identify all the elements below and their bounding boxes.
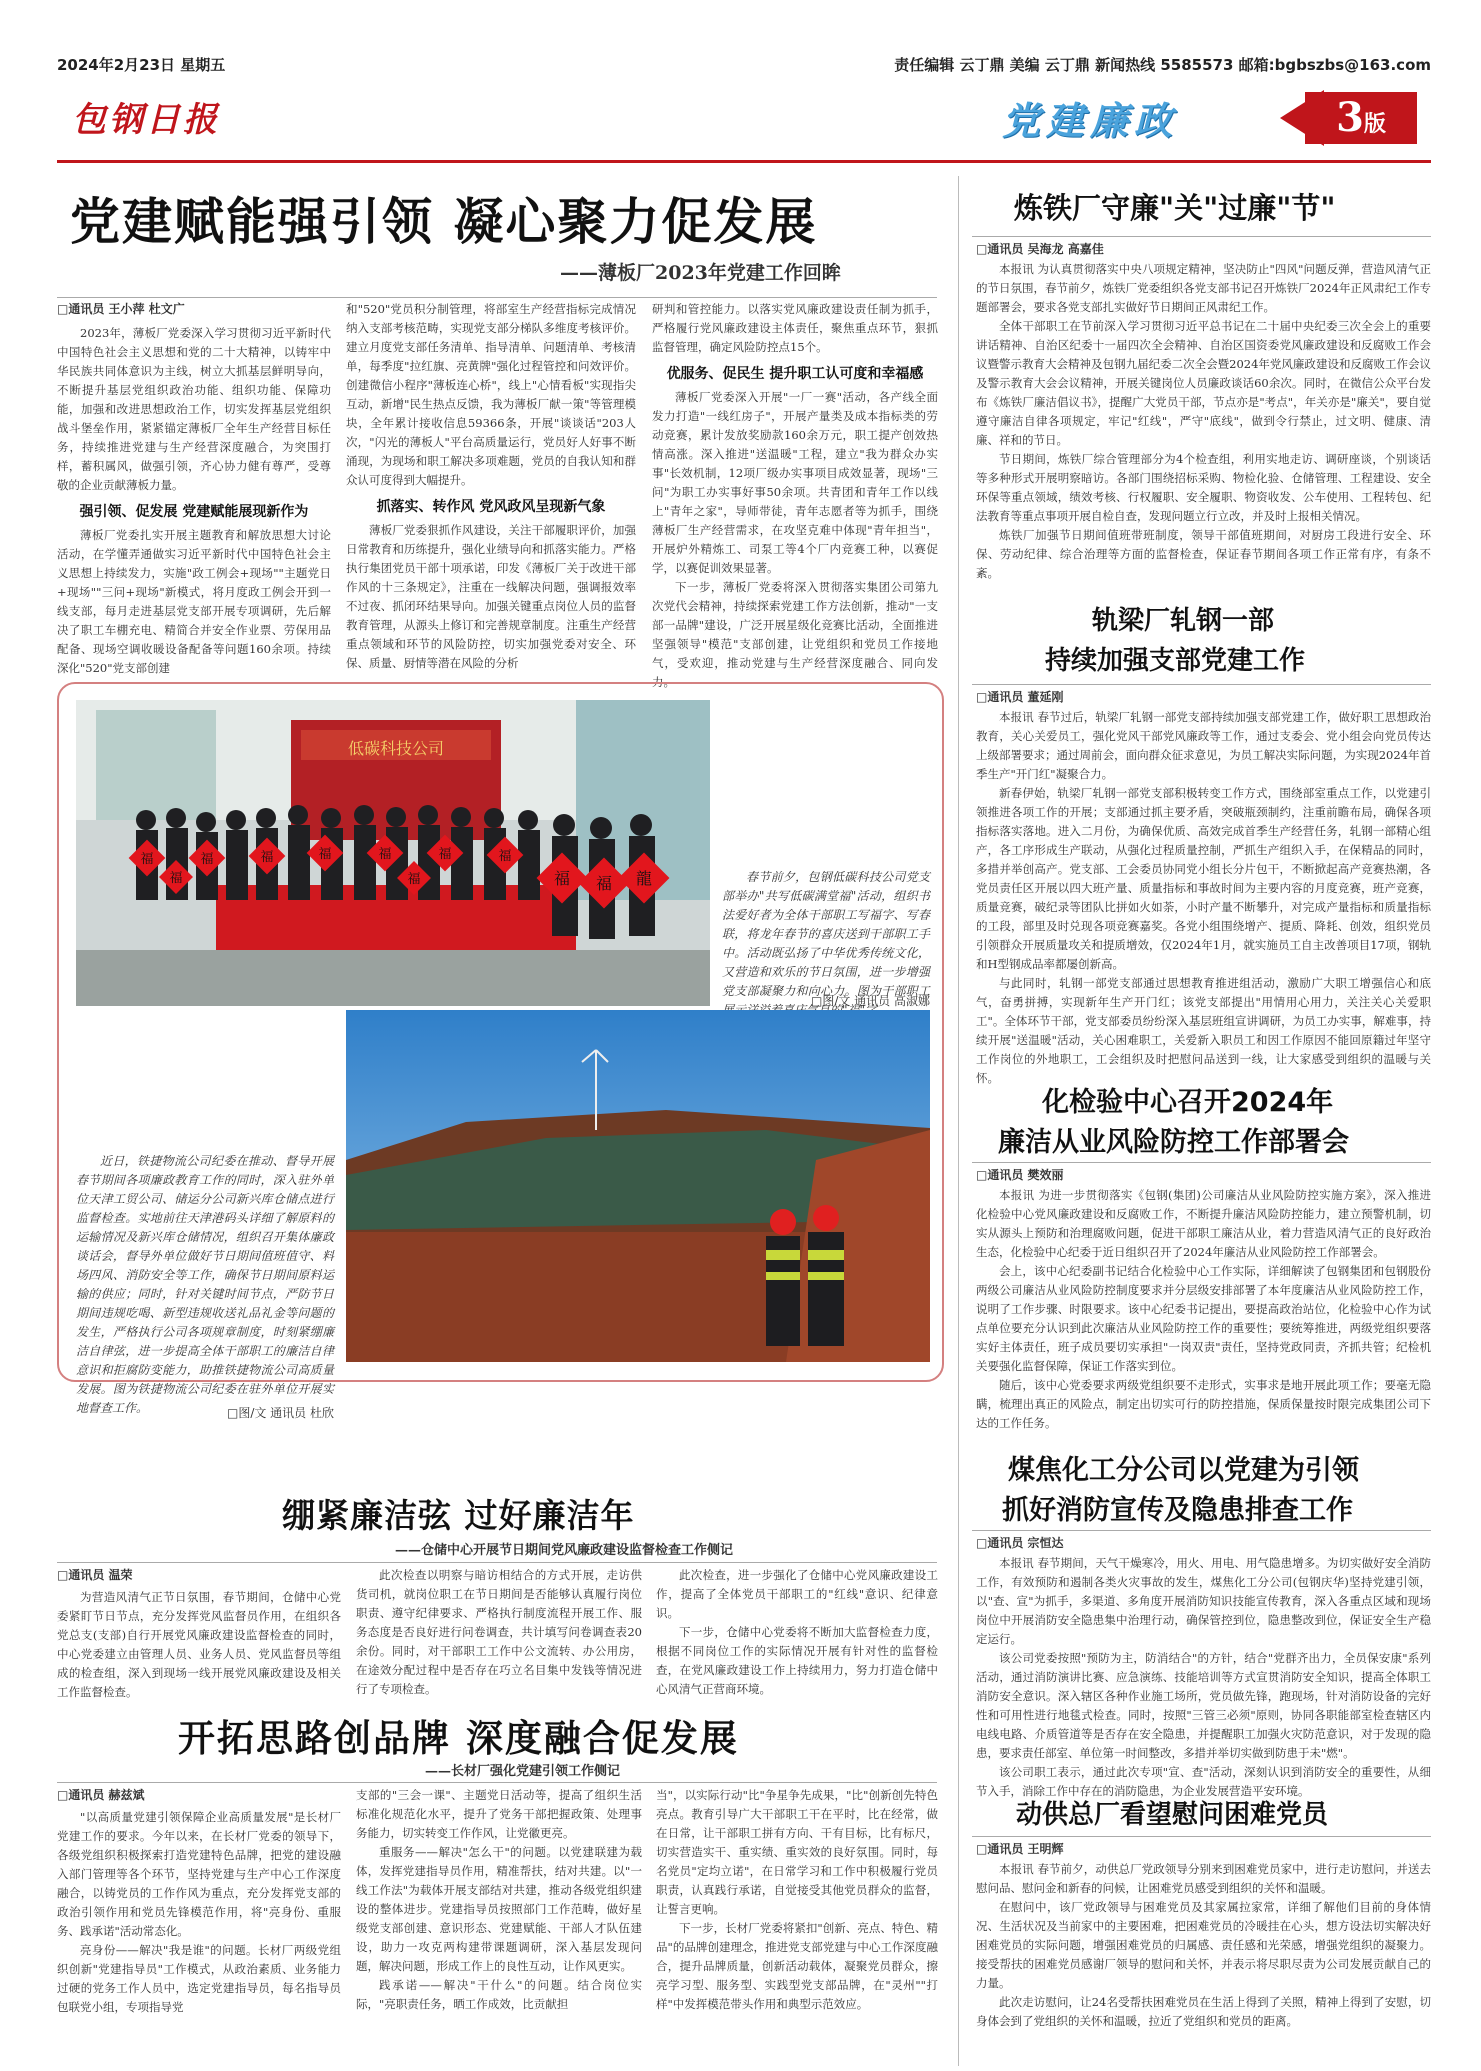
lead-subhead-1: 强引领、促发展 党建赋能展现新作为 [79,504,309,520]
fu-6: 福 [438,847,452,862]
fu-1: 福 [140,852,154,867]
guiliang-title-1: 轨梁厂轧钢一部 [1092,606,1275,636]
liantie-title: 炼铁厂守廉"关"过廉"节" [1014,191,1336,225]
banner-text: 低碳科技公司 [347,739,445,758]
paragraph: 薄板厂党委深入开展"一厂一赛"活动，各产线全面发力打造"一线红房子"，开展产量类及成本指标类的劳动竞赛，累计发放奖励款160余万元，职工提产创效热情高涨。深入推进"送温暖"工程，建立"我为群众办实事"长效机制，12项厂级办实事项目成效显著，现场"三问"为职工办实事好事50余项。共青团和青年工作以线上"青年之家"，导师带徒，青年志愿者等为抓手，围绕薄板厂生产经营需求，在攻坚克难中体现"青年担当"，开展炉外精炼工、司泵工等4个厂内竞赛工种，以赛促学，以赛促训效果显著。 [652,390,938,575]
guiliang-rule [972,684,1431,685]
paragraph: 当"，以实际行动"比"争星争先成果，"比"创新创先特色亮点。教育引导广大干部职工干在平时，比在经常，做在日常，让干部职工拼有方向、干有目标，比有标尺，切实营造实干、重实绩、重实效的良好氛围。同时，每名党员"定均立诺"，在日常学习和工作中积极履行党员职责，认真践行承诺，自觉接受其他党员群众的监督，让誓言更响。 [656,1788,938,1916]
huajian-title-2: 廉洁从业风险防控工作部署会 [998,1127,1349,1158]
paragraph: 全体干部职工在节前深入学习贯彻习近平总书记在二十届中央纪委三次全会上的重要讲话精神、自治区纪委十一届四次全会精神、自治区国资委党风廉政建设和反腐败工作会议暨警示教育大会精神及包钢九届纪委二次全会暨2024年党风廉政建设和反腐败工作会议及警示教育大会会议精神，开展关键岗位人员廉政谈话60余次。同时，在微信公众平台发布《炼铁厂廉洁倡议书》，提醒广大党员干部，节点亦是"考点"，年关亦是"廉关"，要自觉遵守廉洁自律各项规定，牢记"红线"，严守"底线"，做到令行禁止，过文明、健康、清廉、祥和的节日。 [976,319,1431,447]
page-number: 3 [1336,94,1364,141]
kaituo-rule [57,1782,937,1783]
kaituo-subtitle: ——长材厂强化党建引领工作侧记 [425,1764,621,1779]
huajian-rule [972,1162,1431,1163]
donggong-byline: □通讯员 王明辉 [976,1842,1064,1856]
paragraph: 本报讯 春节期间，天气干燥寒冷，用火、用电、用气隐患增多。为切实做好安全消防工作，有效预防和遏制各类火灾事故的发生，煤焦化工分公司(包钢庆华)坚持党建引领，以"查、宣"为抓手，多渠道、多角度开展消防知识技能宣传教育，深入各重点区域和现场岗位中开展消防安全隐患集中治理行动，确保管控到位，隐患整改到位，保证安全生产稳定运行。 [976,1556,1431,1646]
paragraph: 该公司党委按照"预防为主，防消结合"的方针，结合"党群齐出力，全员保安康"系列活动，通过消防演讲比赛、应急演练、技能培训等方式宣贯消防安全知识，提高全体职工消防安全意识。深入辖区各种作业施工场所，党员做先锋，跑现场，针对消防设备的完好性和可用性进行地毯式检查。同时，按照"三管三必须"原则，协同各职能部室检查辖区内电线电路、介质管道等是否存在安全隐患，并提醒职工加强火灾防范意识，对于发现的隐患，要求责任部室、单位第一时间整改，多措并举切实做到防患于未"燃"。 [976,1651,1431,1760]
paragraph: "以高质量党建引领保障企业高质量发展"是长材厂党建工作的要求。今年以来，在长材厂党委的领导下，各级党组织积极探索打造党建特色品牌，把党的建设融入部门管理等各个环节，坚持党建与生产中心工作深度融合，以铸党员的工作作风为重点，充分发挥党支部的政治引领作用和党员先锋模范作用，将"亮身份、重服务、践承诺"活动常态化。 [57,1810,341,1938]
photo-port [346,1010,930,1362]
paragraph: 在慰问中，该厂党政领导与困难党员及其家属拉家常，详细了解他们目前的身体情况、生活状况及当前家中的主要困难，把困难党员的冷暖挂在心头，想方设法切实解决好困难党员的实际问题，增强困难党员的归属感、责任感和光荣感，增强党组织的凝聚力。接受帮扶的困难党员感谢厂领导的慰问和关怀，并表示将尽职尽责为公司发展贡献自己的力量。 [976,1900,1431,1990]
paragraph: 薄板厂党委扎实开展主题教育和解放思想大讨论活动，在学懂弄通做实习近平新时代中国特色社会主义思想上持续发力，实施"政工例会+现场""主题党日+现场""三问+现场"新模式，将月度政工例会开到一线支部，每月走进基层党支部开展专项调研，先后解决了职工车棚充电、精简合并安全作业票、劳保用品配备、现场空调收暖设备配备等问题160余项。持续深化"520"党支部创建 [57,528,331,675]
paragraph: 此次走访慰问，让24名受帮扶困难党员在生活上得到了关照，精神上得到了安慰，切身体会到了党组织的关怀和温暖，拉近了党组织和党员的距离。 [976,1995,1431,2028]
paragraph: 会上，该中心纪委副书记结合化检验中心工作实际，详细解读了包钢集团和包钢股份两级公司廉洁从业风险防控制度要求并分层级安排部署了本年度廉洁从业风险防控工作，说明了工作步骤、时限要求。该中心纪委书记提出，要提高政治站位，化检验中心作为试点单位要充分认识到此次廉洁从业风险防控工作的重要性；要统筹推进，两级党组织要落实好主体责任，班子成员要切实承担"一岗双责"责任，坚持党政同责，齐抓共管；纪检机关要强化监督保障，保证工作落实到位。 [976,1264,1431,1373]
meijiao-title-2: 抓好消防宣传及隐患排查工作 [1002,1495,1353,1526]
fu-12: 龍 [635,869,653,888]
meijiao-body [976,1554,1431,1798]
lead-column-2 [346,300,636,670]
lianjie-col-1 [57,1588,341,1698]
kaituo-col-2 [356,1786,642,2066]
meijiao-title-1: 煤焦化工分公司以党建为引领 [1008,1455,1359,1486]
photo1-caption [722,868,930,998]
column-divider [958,176,959,2066]
paragraph: 本报讯 为进一步贯彻落实《包钢(集团)公司廉洁从业风险防控实施方案》，深入推进化检验中心党风廉政建设和反腐败工作，不断提升廉洁风险防控能力，建立预警机制，切实从源头上预防和治理腐败问题，促进干部职工廉洁从业，着力营造风清气正的良好政治生态，化检验中心纪委于近日组织召开了2024年廉洁从业风险防控工作部署会。 [976,1188,1431,1259]
donggong-title: 动供总厂看望慰问困难党员 [1016,1800,1329,1830]
guiliang-title-2: 持续加强支部党建工作 [1045,646,1306,676]
page-number-flag [1305,92,1417,144]
huajian-title-1: 化检验中心召开2024年 [1042,1087,1334,1118]
photo2-caption-text: 近日，铁捷物流公司纪委在推动、督导开展春节期间各项廉政教育工作的同时，深入驻外单位天津工贸公司、储运分公司新兴库仓储点进行监督检查。实地前往天津港码头详细了解原料的运输情况及新兴库仓储情况，组织召开集体廉政谈话会，督导外单位做好节日期间值班值守、料场四风、消防安全等工作，确保节日期间原料运输的供应；同时，针对关键时间节点，严防节日期间违规吃喝、新型违规收送礼品礼金等问题的发生，严格执行公司各项规章制度，时刻紧绷廉洁自律弦，进一步提高全体干部职工的廉洁自律意识和拒腐防变能力，助推铁捷物流公司高质量发展。图为铁捷物流公司纪委在驻外单位开展实地督查工作。 [76,1154,334,1415]
newspaper-logo: 包钢日报 [72,100,220,140]
lead-subtitle: ——薄板厂2023年党建工作回眸 [560,262,841,284]
paragraph: 支部的"三会一课"、主题党日活动等，提高了组织生活标准化规范化水平，提升了党务干部把握政策、处理事务能力，切实转变工作作风，让党徽更亮。 [356,1788,642,1840]
liantie-rule [972,236,1431,237]
lead-column-1 [57,324,331,675]
paragraph: 重服务——解决"怎么干"的问题。以党建联建为载体，发挥党建指导员作用，精准帮扶，结对共建。以"一线工作法"为载体开展支部结对共建，推动各级党组织建设的整体进步。党建指导员按照部门工作范畴，做好星级党支部创建、意识形态、党建赋能、干部人才队伍建设，助力一攻克两构建带课题调研，深入基层发现问题，解决问题，形成工作上的良性互动，让作风更实。 [356,1845,642,1973]
fu-11: 福 [595,874,613,893]
fu-8: 福 [169,871,183,886]
paragraph: 下一步，仓储中心党委将不断加大监督检查力度，根据不同岗位工作的实际情况开展有针对性的监督检查，在党风廉政建设工作上持续用力，努力打造仓储中心风清气正营商环境。 [656,1625,938,1696]
lianjie-title: 绷紧廉洁弦 过好廉洁年 [282,1496,635,1535]
fu-10: 福 [553,869,571,888]
paragraph: 亮身份——解决"我是谁"的问题。长材厂两级党组织创新"党建指导员"工作模式，从政治素质、业务能力过硬的党务工作人员中，选定党建指导员，每名指导员包联党小组，专项指导党 [57,1943,341,2014]
lianjie-rule [57,1562,937,1563]
liantie-body [976,260,1431,580]
donggong-rule [972,1836,1431,1837]
guiliang-byline: □通讯员 董延刚 [976,690,1064,704]
huajian-body [976,1186,1431,1436]
paragraph: 践承诺——解决"干什么"的问题。结合岗位实际，"亮职责任务，晒工作成效，比贡献担 [356,1978,642,2011]
paragraph: 和"520"党员积分制管理，将部室生产经营指标完成情况纳入支部考核范畴，实现党支部分梯队多维度考核评价。建立月度党支部任务清单、指导清单、问题清单、考核清单，每季度"拉红旗、亮黄牌"强化过程管控和问效评价。创建微信小程序"薄板连心桥"，线上"心情看板"实现指尖互动，新增"民生热点反馈，我为薄板厂献一策"等管理模块，全年累计接收信息59366条，开展"谈谈话"203人次，"闪光的薄板人"平台高质量运行，党员好人好事不断涌现，为现场和职工解决多项难题，党员的自我认知和群众认可度得到大幅提升。 [346,302,636,487]
paragraph: 为营造风清气正节日氛围，春节期间，仓储中心党委紧盯节日节点，充分发挥党风监督员作用，在组织各党总支(支部)自行开展党风廉政建设监督检查的同时，中心党委建立由管理人员、业务人员、党风监督员等组成的检查组，深入到现场一线开展党风廉政建设及相关工作监督检查。 [57,1590,341,1699]
kaituo-col-1 [57,1808,341,2066]
meijiao-byline: □通讯员 宗恒达 [976,1536,1064,1550]
fu-9: 福 [407,872,421,887]
paragraph: 本报讯 为认真贯彻落实中央八项规定精神，坚决防止"四风"问题反弹，营造风清气正的节日氛围，春节前夕，炼铁厂党委组织各党支部书记召开炼铁厂2024年正风肃纪工作专题部署会，要求各党支部扎实做好节日期间正风肃纪工作。 [976,262,1431,314]
liantie-byline: □通讯员 吴海龙 高嘉佳 [976,242,1104,256]
paragraph: 炼铁厂加强节日期间值班带班制度，领导干部值班期间，对厨房工段进行安全、环保、劳动纪律、综合治理等方面的监督检查，保证春节期间各项工作正常有序，有条不紊。 [976,528,1431,580]
fu-5: 福 [378,847,392,862]
donggong-body [976,1860,1431,2064]
kaituo-title: 开拓思路创品牌 深度融合促发展 [178,1717,739,1760]
section-title: 党建廉政 [1002,98,1179,143]
paragraph: 新春伊始，轨梁厂轧钢一部党支部积极转变工作方式，围绕部室重点工作，以党建引领推进各项工作的开展；支部通过抓主要矛盾，突破瓶颈制约，注重前瞻布局，确保各项指标落实落地。进入二月份，为确保优质、高效完成首季生产经营任务，轧钢一部精心组产，各工序形成生产联动，从强化过程质量控制，严抓生产组织入手，在保精品的同时，多措并举创高产。党支部、工会委员协同党小组长分片包干，不断掀起高产竞赛热潮，各党员责任区开展以四大班产量、质量指标和事故时间为主要内容的月度竞赛，班产竞赛，质量竞赛，破纪录等团队比拼如火如荼，小时产量不断攀升，对完成产量指标和质量指标的工段，部里及时兑现各项竞赛嘉奖。各党小组围绕增产、提质、降耗、创效，组织党员引领群众开展质量攻关和提质增效，仅2024年1月，就实施员工自主改善项目17项，钢轨和H型钢成品率都屡创新高。 [976,786,1431,971]
lead-rule [57,297,937,298]
lead-subhead-2: 抓落实、转作风 党风政风呈现新气象 [376,499,606,515]
photo1-caption-text: 春节前夕，包钢低碳科技公司党支部举办"共写低碳满堂福"活动，组织书法爱好者为全体干部职工写福字、写春联，将龙年春节的喜庆送到干部职工手中。活动既弘扬了中华优秀传统文化，又营造和欢乐的节日氛围，进一步增强党支部凝聚力和向心力。图为干部职工 [722,870,930,998]
fu-2: 福 [200,852,214,867]
huajian-byline: □通讯员 樊效丽 [976,1168,1064,1182]
photo-calligraphy-image [76,700,710,1006]
paragraph: 本报讯 春节前夕，动供总厂党政领导分别来到困难党员家中，进行走访慰问，并送去慰问品、慰问金和新春的问候，让困难党员感受到组织的关怀和温暖。 [976,1862,1431,1895]
lead-byline: □通讯员 王小萍 杜文广 [57,302,185,316]
kaituo-byline: □通讯员 赫兹斌 [57,1788,145,1802]
paragraph: 2023年，薄板厂党委深入学习贯彻习近平新时代中国特色社会主义思想和党的二十大精神，以铸牢中华民族共同体意识为主线，树立大抓基层鲜明导向，不断提升基层党组织政治功能、组织功能、保障功能，加强和改进思想政治工作，切实发挥基层党组织战斗堡垒作用，紧紧锚定薄板厂全年生产经营目标任务，持续推进党建与生产经营深度融合，为突围打样，蓄积属风，做强引领，齐心协力健有尊严，受尊敬的企业贡献薄板力量。 [57,326,331,492]
photo2-credit: □图/文 通讯员 杜欣 [226,1406,334,1420]
lead-subhead-3: 优服务、促民生 提升职工认可度和幸福感 [666,366,924,382]
masthead-rule [57,160,1431,163]
paragraph: 随后，该中心党委要求两级党组织要不走形式，实事求是地开展此项工作；要毫无隐瞒，梳理出真正的风险点，制定出切实可行的防控措施，保质保量按时限完成集团公司下达的工作任务。 [976,1378,1431,1430]
paragraph: 该公司职工表示，通过此次专项"宣、查"活动，深刻认识到消防安全的重要性，从细节入手，消除工作中存在的消防隐患，为企业发展营造平安环境。 [976,1765,1431,1798]
paragraph: 下一步，长材厂党委将紧扣"创新、亮点、特色、精品"的品牌创建理念，推进党支部党建与中心工作深度融合，提升品牌质量，创新活动载体，凝聚党员群众，擦亮学习型、服务型、实践型党支部品牌，在"灵州""打样"中发挥模范带头作用和典型示范效应。 [656,1921,938,2011]
kaituo-col-3 [656,1786,938,2066]
paragraph: 此次检查，进一步强化了仓储中心党风廉政建设工作，提高了全体党员干部职工的"红线"意识、纪律意识。 [656,1568,938,1620]
lianjie-subtitle: ——仓储中心开展节日期间党风廉政建设监督检查工作侧记 [395,1543,734,1558]
top-bar [57,54,1431,76]
lianjie-col-2 [356,1566,642,1698]
photo1-credit: □图/文 通讯员 高淑娜 [810,994,930,1008]
meijiao-rule [972,1530,1431,1531]
editor-line: 责任编辑 云丁鼎 美编 云丁鼎 新闻热线 5585573 邮箱:bgbszbs@163.com [894,56,1431,74]
paragraph: 研判和管控能力。以落实党风廉政建设责任制为抓手，严格履行党风廉政建设主体责任，聚焦重点环节，狠抓监督管理，确定风险防控点15个。 [652,302,938,354]
fu-4: 福 [318,847,332,862]
fu-7: 福 [498,849,512,864]
paragraph: 节日期间，炼铁厂综合管理部分为4个检查组，利用实地走访、调研座谈，个别谈话等多种形式开展明察暗访。各部门围绕招标采购、物检化验、仓储管理、工程建设、安全环保等重点领域，绩效考核、行权履职、安全履职、物资收发、公车使用、工程转包、纪法教育等重点事项开展自检自查，发现问题立行立改，并及时上报相关情况。 [976,452,1431,523]
lianjie-byline: □通讯员 温荣 [57,1568,133,1582]
issue-date: 2024年2月23日 星期五 [57,56,226,74]
paragraph: 本报讯 春节过后，轨梁厂轧钢一部党支部持续加强支部党建工作，做好职工思想政治教育，关心关爱员工，强化党风干部党风廉政等工作，通过支委会、党小组会向党员传达上级部署要求；通过周前会，面向群众征求意见，为员工解决实际问题，为实现2024年首季生产"开门红"凝聚合力。 [976,710,1431,781]
photo-port-image [346,1010,930,1362]
paragraph: 此次检查以明察与暗访相结合的方式开展，走访供货司机，就岗位职工在节日期间是否能够认真履行岗位职责、遵守纪律要求、严格执行制度流程开展工作、服务态度是否良好进行问卷调查，共计填写问卷调查表20余份。同时，对干部职工工作中公文流转、办公用房，在途效分配过程中是否存在巧立名目集中发钱等情况进行了专项检查。 [356,1568,642,1696]
paragraph: 与此同时，轧钢一部党支部通过思想教育推进组活动，激励广大职工增强信心和底气，奋勇拼搏，实现新年生产开门红；该党支部提出"用情用心用力，关注关心关爱职工"。全体环节干部，党支部委员纷纷深入基层班组宣讲调研，为员工办实事，解难事，持续开展"送温暖"活动，关心困难职工，关爱新入职员工和因工作原因不能回原籍过年坚守工作岗位的外地职工，工会组织及时把慰问品送到一线，让大家感受到组织的温暖与关怀。 [976,976,1431,1085]
photo-calligraphy [76,700,710,1006]
fu-3: 福 [260,850,274,865]
lianjie-col-3 [656,1566,938,1698]
lead-title: 党建赋能强引领 凝心聚力促发展 [70,193,818,251]
page-unit: 版 [1363,111,1386,137]
paragraph: 薄板厂党委狠抓作风建设，关注干部履职评价，加强日常教育和历练提升，强化业绩导向和抓落实能力。严格执行集团党员干部十项承诺，印发《薄板厂关于改进干部作风的十三条规定》，注重在一线解决问题，强调报效率不过夜、抓闭环结果导向。加强关键重点岗位人员的监督教育管理，从源头上修订和完善规章制度。注重生产经营重点领域和环节的风险防控，切实加强党委对安全、环保、质量、厨情等潜在风险的分析 [346,523,636,670]
paragraph: 下一步，薄板厂党委将深入贯彻落实集团公司第九次党代会精神，持续探索党建工作方法创新，推动"一支部一品牌"建设，广泛开展星级化竞赛比活动，全面推进坚强领导"模范"支部创建，让党组织和党员工作接地气，受欢迎，推动党建与生产经营深度融合、同向发力。 [652,580,938,689]
lead-column-3 [652,300,938,689]
